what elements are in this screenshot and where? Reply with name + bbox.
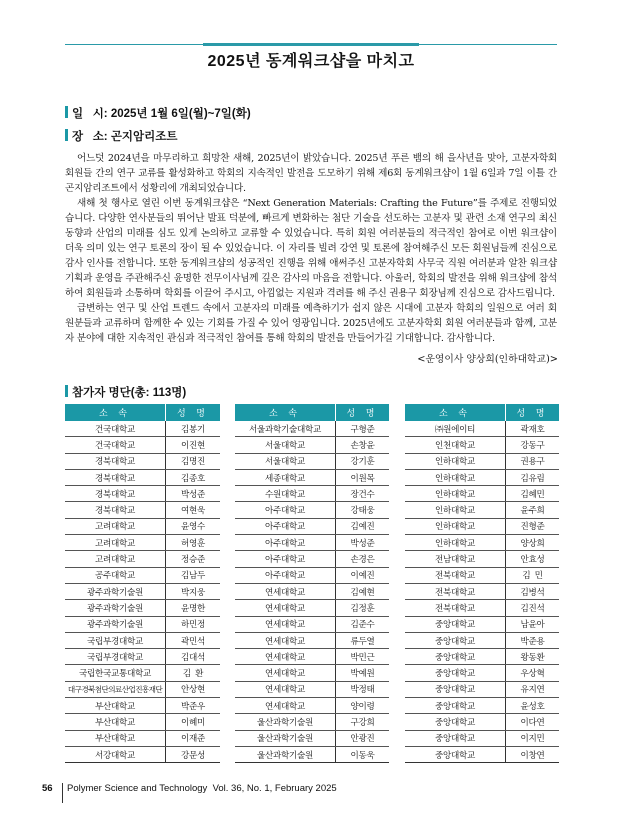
name-cell: 손경은 — [336, 551, 390, 567]
affiliation-cell: 연세대학교 — [235, 583, 336, 599]
affiliation-cell: 경북대학교 — [65, 453, 166, 469]
affiliation-cell: 중앙대학교 — [405, 616, 506, 632]
affiliation-cell: 중앙대학교 — [405, 714, 506, 730]
name-cell: 류두열 — [336, 632, 390, 648]
name-cell: 강동구 — [506, 437, 560, 453]
name-cell: 김유림 — [506, 469, 560, 485]
table-row — [405, 453, 559, 469]
name-cell: 김예진 — [336, 518, 390, 534]
name-cell: 윤명한 — [166, 600, 221, 616]
name-cell: 이창연 — [506, 746, 560, 762]
affiliation-cell: 아주대학교 — [235, 551, 336, 567]
table-row — [405, 632, 559, 648]
affiliation-cell: 국립부경대학교 — [65, 649, 166, 665]
name-cell: 이재준 — [166, 730, 221, 746]
table-row — [235, 437, 389, 453]
name-cell: 허영훈 — [166, 535, 221, 551]
table-row — [65, 746, 220, 762]
name-cell: 강태웅 — [336, 502, 390, 518]
table-row — [405, 681, 559, 697]
affiliation-cell: 전북대학교 — [405, 600, 506, 616]
table-row — [405, 714, 559, 730]
table-header — [405, 404, 559, 421]
table-row — [405, 583, 559, 599]
header-rule-accent — [203, 43, 419, 46]
name-cell: 장건수 — [336, 486, 390, 502]
name-cell: 윤주희 — [506, 502, 560, 518]
table-row — [235, 714, 389, 730]
table-row — [405, 486, 559, 502]
name-cell: 박준용 — [506, 632, 560, 648]
paragraph: 급변하는 연구 및 산업 트렌드 속에서 고분자의 미래를 예측하기가 쉽지 않은 시대에 고분자 학회의 일원으로 여러 회원분들과 교류하며 함께한 수 있는 기회를 가질 수 있어 영광입니다. 2025년에도 고분자학회 회원 여러분들과 함께, 고분자 분야에 대한 지속적인 관심과 적극적인 참여를 통해 학회의 발전을 만들어가길 기대합니다. 감사합니다. — [65, 303, 557, 344]
table-row — [405, 421, 559, 437]
table-row — [405, 730, 559, 746]
affiliation-cell: 중앙대학교 — [405, 730, 506, 746]
name-cell: 손창윤 — [336, 437, 390, 453]
name-cell: 왕동환 — [506, 649, 560, 665]
name-cell: 윤성호 — [506, 698, 560, 714]
affiliation-cell: 중앙대학교 — [405, 649, 506, 665]
table-row — [65, 486, 220, 502]
header-name: 성 명 — [506, 404, 560, 421]
table-row — [235, 551, 389, 567]
table-row — [235, 567, 389, 583]
name-cell: 곽재호 — [506, 421, 560, 437]
affiliation-cell: 수원대학교 — [235, 486, 336, 502]
affiliation-cell: 광주과학기술원 — [65, 616, 166, 632]
signature: <운영이사 양상희(인하대학교)> — [417, 354, 558, 365]
name-cell: 구강희 — [336, 714, 390, 730]
header-name: 성 명 — [336, 404, 390, 421]
affiliation-cell: 서울과학기술대학교 — [235, 421, 336, 437]
table-row — [235, 649, 389, 665]
affiliation-cell: 대구경북첨단의료산업진흥재단 — [65, 681, 166, 697]
table-row — [235, 469, 389, 485]
affiliation-cell: 중앙대학교 — [405, 681, 506, 697]
participants-heading-text: 참가자 명단(총: 113명) — [72, 387, 187, 399]
name-cell: 안광진 — [336, 730, 390, 746]
name-cell: 김남두 — [166, 567, 221, 583]
name-cell: 이예진 — [336, 567, 390, 583]
affiliation-cell: 건국대학교 — [65, 437, 166, 453]
table-row — [65, 567, 220, 583]
table-row — [65, 502, 220, 518]
name-cell: 이진현 — [166, 437, 221, 453]
affiliation-cell: 인하대학교 — [405, 502, 506, 518]
table-row — [65, 616, 220, 632]
header-name: 성 명 — [166, 404, 221, 421]
affiliation-cell: 서울대학교 — [235, 437, 336, 453]
name-cell: 하민정 — [166, 616, 221, 632]
table-row — [65, 469, 220, 485]
name-cell: 이원목 — [336, 469, 390, 485]
name-cell: 김예현 — [336, 583, 390, 599]
name-cell: 이동욱 — [336, 746, 390, 762]
name-cell: 김대석 — [166, 649, 221, 665]
section-marker — [65, 385, 68, 397]
name-cell: 윤영수 — [166, 518, 221, 534]
name-cell: 권용구 — [506, 453, 560, 469]
affiliation-cell: 인천대학교 — [405, 437, 506, 453]
page-number: 56 — [42, 783, 53, 794]
affiliation-cell: 고려대학교 — [65, 535, 166, 551]
name-cell: 구형준 — [336, 421, 390, 437]
info-date-text: 일 시: 2025년 1월 6일(월)~7일(화) — [72, 108, 251, 120]
table-row — [405, 502, 559, 518]
name-cell: 김봉기 — [166, 421, 221, 437]
affiliation-cell: 연세대학교 — [235, 632, 336, 648]
table-row — [235, 730, 389, 746]
info-place — [65, 128, 177, 144]
name-cell: 김정훈 — [336, 600, 390, 616]
name-cell: 양상희 — [506, 535, 560, 551]
name-cell: 박성준 — [166, 486, 221, 502]
table-row — [235, 681, 389, 697]
affiliation-cell: 세종대학교 — [235, 469, 336, 485]
affiliation-cell: 연세대학교 — [235, 600, 336, 616]
affiliation-cell: 광주과학기술원 — [65, 600, 166, 616]
affiliation-cell: 연세대학교 — [235, 616, 336, 632]
name-cell: 여현욱 — [166, 502, 221, 518]
name-cell: 안효성 — [506, 551, 560, 567]
name-cell: 곽민석 — [166, 632, 221, 648]
affiliation-cell: 경북대학교 — [65, 502, 166, 518]
name-cell: 이다연 — [506, 714, 560, 730]
table-row — [405, 567, 559, 583]
table-row — [65, 698, 220, 714]
affiliation-cell: 광주과학기술원 — [65, 583, 166, 599]
table-row — [405, 551, 559, 567]
table-row — [235, 583, 389, 599]
affiliation-cell: 부산대학교 — [65, 698, 166, 714]
table-row — [405, 535, 559, 551]
name-cell: 김준수 — [336, 616, 390, 632]
affiliation-cell: 건국대학교 — [65, 421, 166, 437]
affiliation-cell: 중앙대학교 — [405, 665, 506, 681]
participants-table — [235, 404, 389, 763]
table-row — [235, 746, 389, 762]
participants-table — [65, 404, 220, 763]
affiliation-cell: 경북대학교 — [65, 486, 166, 502]
header-affiliation: 소 속 — [235, 404, 336, 421]
header-affiliation: 소 속 — [65, 404, 166, 421]
affiliation-cell: 국립부경대학교 — [65, 632, 166, 648]
name-cell: 김 환 — [166, 665, 221, 681]
name-cell: 김종호 — [166, 469, 221, 485]
name-cell: 정승준 — [166, 551, 221, 567]
table-row — [65, 551, 220, 567]
affiliation-cell: 인하대학교 — [405, 453, 506, 469]
name-cell: 박지웅 — [166, 583, 221, 599]
table-row — [405, 469, 559, 485]
table-row — [65, 583, 220, 599]
table-row — [65, 714, 220, 730]
table-row — [235, 453, 389, 469]
affiliation-cell: 공주대학교 — [65, 567, 166, 583]
table-row — [65, 681, 220, 697]
page-title: 2025년 동계워크샵을 마치고 — [207, 53, 415, 70]
table-row — [405, 698, 559, 714]
table-row — [235, 698, 389, 714]
table-row — [235, 421, 389, 437]
affiliation-cell: 인하대학교 — [405, 486, 506, 502]
table-row — [65, 600, 220, 616]
table-row — [235, 600, 389, 616]
affiliation-cell: ㈜원에이티 — [405, 421, 506, 437]
name-cell: 김병석 — [506, 583, 560, 599]
table-row — [65, 453, 220, 469]
name-cell: 박성준 — [336, 535, 390, 551]
participants-table — [405, 404, 559, 763]
table-row — [235, 518, 389, 534]
affiliation-cell: 연세대학교 — [235, 665, 336, 681]
info-date — [65, 105, 251, 121]
header-affiliation: 소 속 — [405, 404, 506, 421]
affiliation-cell: 전북대학교 — [405, 583, 506, 599]
table-row — [65, 632, 220, 648]
name-cell: 강기훈 — [336, 453, 390, 469]
table-row — [405, 649, 559, 665]
section-marker — [65, 129, 68, 141]
affiliation-cell: 인하대학교 — [405, 469, 506, 485]
affiliation-cell: 중앙대학교 — [405, 698, 506, 714]
table-row — [65, 649, 220, 665]
affiliation-cell: 연세대학교 — [235, 681, 336, 697]
table-row — [65, 665, 220, 681]
affiliation-cell: 연세대학교 — [235, 649, 336, 665]
affiliation-cell: 국립한국교통대학교 — [65, 665, 166, 681]
table-row — [65, 437, 220, 453]
affiliation-cell: 경북대학교 — [65, 469, 166, 485]
affiliation-cell: 고려대학교 — [65, 518, 166, 534]
table-header — [235, 404, 389, 421]
name-cell: 강문성 — [166, 746, 221, 762]
name-cell: 김진석 — [506, 600, 560, 616]
name-cell: 박정태 — [336, 681, 390, 697]
name-cell: 이혜미 — [166, 714, 221, 730]
participants-heading — [65, 384, 186, 400]
table-header — [65, 404, 220, 421]
article-body — [65, 151, 557, 346]
name-cell: 안상현 — [166, 681, 221, 697]
table-row — [65, 518, 220, 534]
table-row — [405, 665, 559, 681]
affiliation-cell: 중앙대학교 — [405, 632, 506, 648]
section-marker — [65, 106, 68, 118]
name-cell: 유지연 — [506, 681, 560, 697]
name-cell: 이지민 — [506, 730, 560, 746]
affiliation-cell: 연세대학교 — [235, 698, 336, 714]
affiliation-cell: 부산대학교 — [65, 730, 166, 746]
journal-citation: Polymer Science and Technology Vol. 36, No. 1, February 2025 — [67, 783, 337, 794]
table-row — [235, 616, 389, 632]
affiliation-cell: 아주대학교 — [235, 518, 336, 534]
table-row — [235, 486, 389, 502]
name-cell: 박준우 — [166, 698, 221, 714]
table-row — [405, 518, 559, 534]
name-cell: 김 민 — [506, 567, 560, 583]
affiliation-cell: 전북대학교 — [405, 567, 506, 583]
paragraph: 어느덧 2024년을 마무리하고 희망찬 새해, 2025년이 밝았습니다. 2025년 푸른 뱀의 해 을사년을 맞아, 고분자학회 회원들 간의 연구 교류를 활성화하고 학회의 지속적인 발전을 도모하기 위해 제6회 동계워크샵이 1월 6일과 7일 이틀 간 곤지암리조트에서 성황리에 개최되었습니다. — [65, 153, 557, 194]
table-row — [235, 632, 389, 648]
paragraph: 새해 첫 행사로 열린 이번 동계워크샵은 “Next Generation Materials: Crafting the Future”를 주제로 진행되었습니다. 다양한 연사분들의 뛰어난 발표 덕분에, 빠르게 변화하는 첨단 기술을 선도하는 고분자 및 관련 소재 연구의 최신 동향과 산업의 미래를 심도 있게 논의하고 교류할 수 있었습니다. 특히 회원 여러분들의 적극적인 참여로 이번 워크샵이 더욱 의미 있는 연구 토론의 장이 될 수 있었습니다. 이 자리를 빌려 강연 및 토론에 참여해주신 모든 회원님들께 진심으로 감사 인사를 전합니다. 또한 동계워크샵의 성공적인 진행을 위해 애써주신 고분자학회 사무국 직원 여러분과 알찬 워크샵 기획과 운영을 주관해주신 윤명한 전무이사님께 깊은 감사의 마음을 전합니다. 아울러, 학회의 발전을 위해 워크샵에 참석하여 회원들과 소통하며 학회를 이끌어 주시고, 아낌없는 지원과 격려를 해 주신 권용구 회장님께 진심으로 감사드립니다. — [65, 198, 557, 299]
name-cell: 남윤아 — [506, 616, 560, 632]
name-cell: 박민근 — [336, 649, 390, 665]
table-row — [65, 421, 220, 437]
footer-divider — [62, 783, 63, 803]
name-cell: 양이령 — [336, 698, 390, 714]
affiliation-cell: 아주대학교 — [235, 567, 336, 583]
info-place-text: 장 소: 곤지암리조트 — [72, 131, 178, 143]
affiliation-cell: 울산과학기술원 — [235, 746, 336, 762]
affiliation-cell: 중앙대학교 — [405, 746, 506, 762]
affiliation-cell: 서강대학교 — [65, 746, 166, 762]
table-row — [65, 730, 220, 746]
page-footer — [42, 783, 337, 803]
affiliation-cell: 서울대학교 — [235, 453, 336, 469]
table-row — [405, 746, 559, 762]
affiliation-cell: 부산대학교 — [65, 714, 166, 730]
affiliation-cell: 고려대학교 — [65, 551, 166, 567]
affiliation-cell: 울산과학기술원 — [235, 714, 336, 730]
affiliation-cell: 인하대학교 — [405, 518, 506, 534]
name-cell: 진형준 — [506, 518, 560, 534]
affiliation-cell: 아주대학교 — [235, 535, 336, 551]
affiliation-cell: 전남대학교 — [405, 551, 506, 567]
table-row — [405, 437, 559, 453]
table-row — [235, 665, 389, 681]
affiliation-cell: 인하대학교 — [405, 535, 506, 551]
affiliation-cell: 아주대학교 — [235, 502, 336, 518]
name-cell: 김명진 — [166, 453, 221, 469]
table-row — [235, 535, 389, 551]
name-cell: 박예원 — [336, 665, 390, 681]
table-row — [405, 600, 559, 616]
table-row — [405, 616, 559, 632]
name-cell: 김혜민 — [506, 486, 560, 502]
table-row — [235, 502, 389, 518]
affiliation-cell: 울산과학기술원 — [235, 730, 336, 746]
table-row — [65, 535, 220, 551]
name-cell: 우상혁 — [506, 665, 560, 681]
